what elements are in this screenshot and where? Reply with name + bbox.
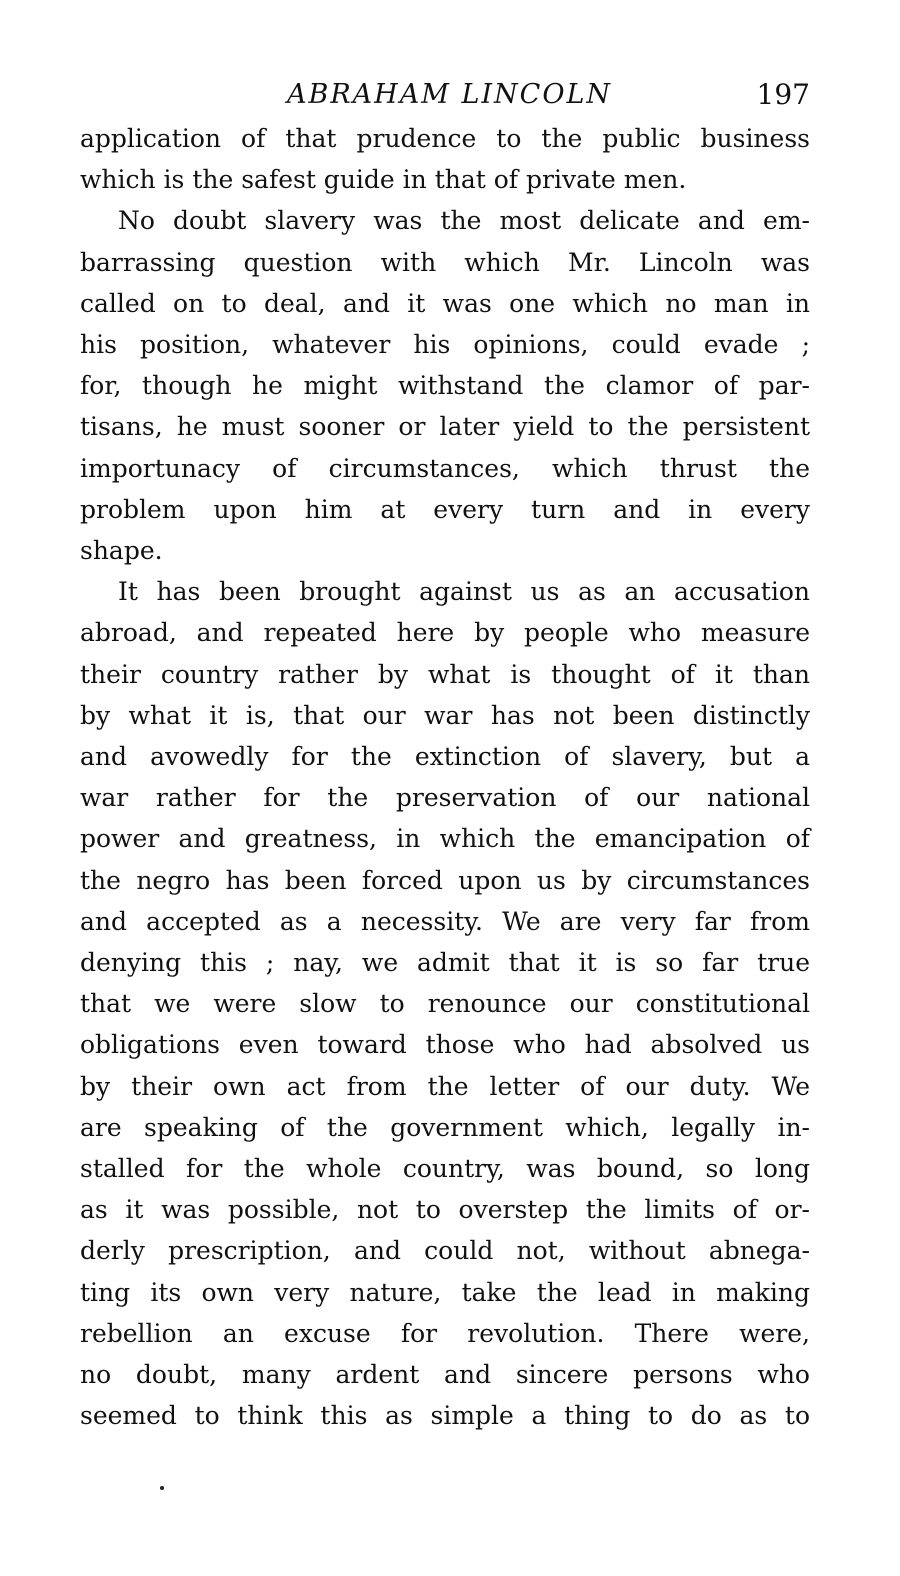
text-line: the negro has been forced upon us by circumstances (80, 865, 810, 895)
text-line: abroad, and repeated here by people who measure (80, 618, 810, 648)
text-line: obligations even toward those who had absolved us (80, 1030, 810, 1060)
page-number: 197 (756, 78, 810, 111)
text-line: rebellion an excuse for revolution. There were, (80, 1318, 810, 1348)
text-line: his position, whatever his opinions, could evade ; (80, 330, 810, 360)
running-title: ABRAHAM LINCOLN (287, 79, 613, 110)
text-line: importunacy of circumstances, which thrust the (80, 453, 810, 483)
text-line: called on to deal, and it was one which no man in (80, 288, 810, 318)
text-line: It has been brought against us as an accusation (118, 577, 810, 607)
text-line: are speaking of the government which, legally in- (80, 1112, 810, 1142)
text-line: stalled for the whole country, was bound, so long (80, 1154, 810, 1184)
text-line: seemed to think this as simple a thing to do as to (80, 1401, 810, 1431)
text-line: as it was possible, not to overstep the limits of or- (80, 1195, 810, 1225)
text-line: which is the safest guide in that of private men. (80, 165, 687, 195)
text-line: for, though he might withstand the clamor of par- (80, 371, 810, 401)
text-line: application of that prudence to the public business (80, 124, 810, 153)
text-line: shape. (80, 536, 163, 566)
text-line: war rather for the preservation of our national (80, 783, 810, 813)
paragraph-2 (80, 200, 810, 571)
text-line: their country rather by what is thought of it than (80, 659, 810, 689)
text-line: and avowedly for the extinction of slavery, but a (80, 742, 810, 772)
text-line: that we were slow to renounce our constitutional (80, 989, 810, 1019)
book-page (80, 72, 810, 1437)
text-line: tisans, he must sooner or later yield to the persistent (80, 412, 810, 442)
text-line: problem upon him at every turn and in every (80, 494, 810, 524)
text-line: power and greatness, in which the emancipation of (80, 824, 810, 854)
text-line: and accepted as a necessity. We are very far from (80, 906, 810, 936)
printing-speck (160, 1486, 164, 1490)
text-line: denying this ; nay, we admit that it is so far true (80, 948, 810, 978)
body-text (80, 118, 810, 1437)
text-line: by their own act from the letter of our duty. We (80, 1071, 810, 1101)
text-line: by what it is, that our war has not been distinctly (80, 700, 810, 730)
text-line: barrassing question with which Mr. Lincoln was (80, 247, 810, 277)
text-line: derly prescription, and could not, without abnega- (80, 1236, 810, 1266)
text-line: no doubt, many ardent and sincere persons who (80, 1360, 810, 1390)
paragraph-1 (80, 118, 810, 200)
paragraph-3 (80, 571, 810, 1436)
text-line: No doubt slavery was the most delicate and em- (118, 206, 810, 236)
running-head (80, 72, 810, 118)
text-line: ting its own very nature, take the lead in making (80, 1277, 810, 1307)
